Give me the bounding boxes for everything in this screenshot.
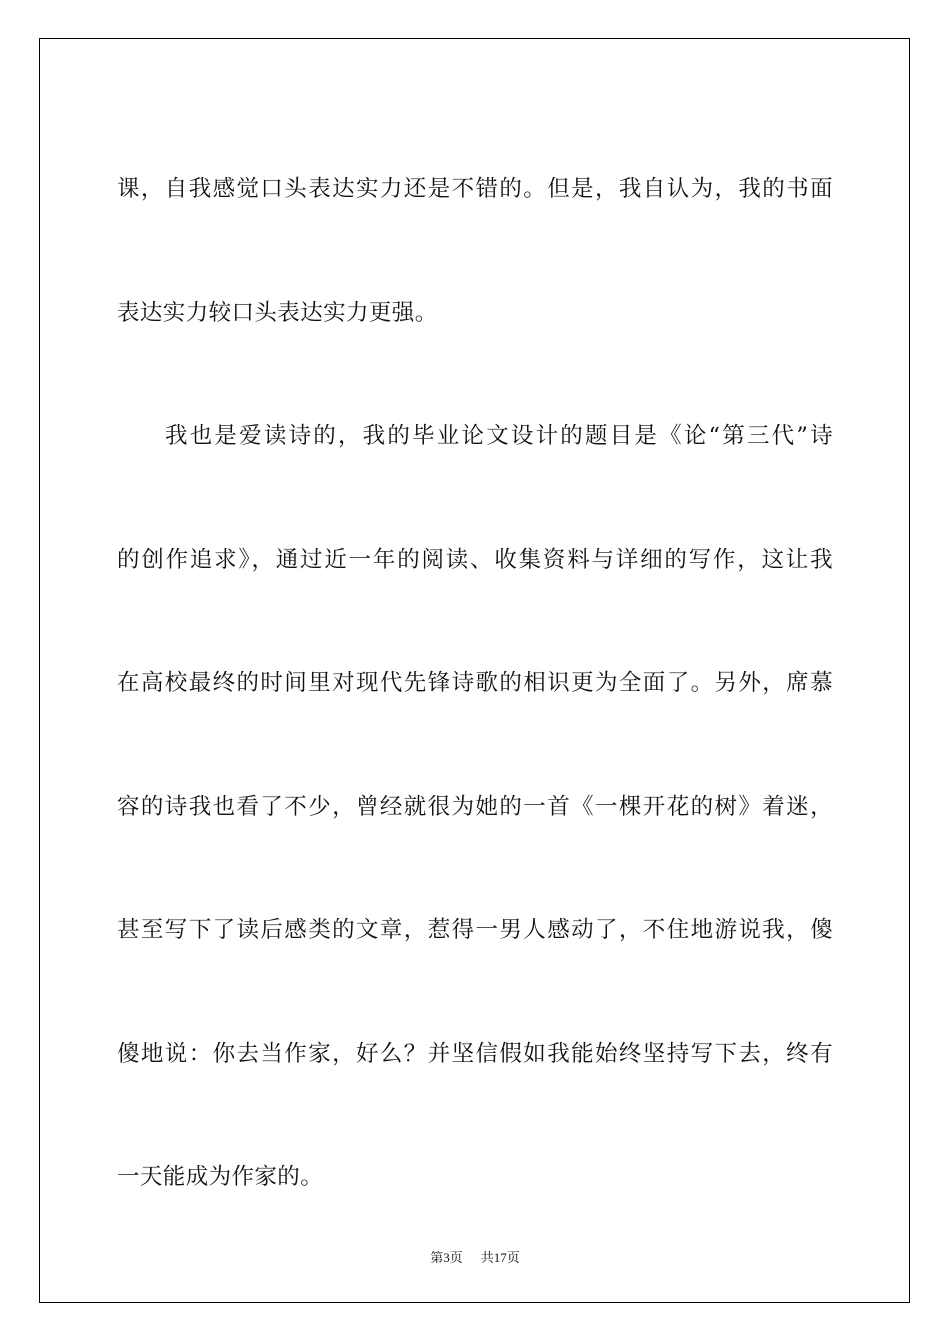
text-line-2: 表达实力较口头表达实力更强。 bbox=[117, 299, 438, 326]
page-footer bbox=[0, 1247, 950, 1266]
text-line-8: 傻地说：你去当作家，好么？并坚信假如我能始终坚持写下去，终有 bbox=[117, 1040, 833, 1067]
text-line-5: 在高校最终的时间里对现代先锋诗歌的相识更为全面了。另外，席慕 bbox=[117, 670, 833, 696]
page-number: 第3页 bbox=[430, 1250, 463, 1265]
text-line-9: 一天能成为作家的。 bbox=[117, 1164, 324, 1190]
text-line-7: 甚至写下了读后感类的文章，惹得一男人感动了，不住地游说我，傻 bbox=[117, 917, 833, 943]
text-line-1: 课，自我感觉口头表达实力还是不错的。但是，我自认为，我的书面 bbox=[117, 176, 833, 202]
page-total: 共17页 bbox=[480, 1250, 520, 1265]
text-line-3: 我也是爱读诗的，我的毕业论文设计的题目是《论“第三代”诗 bbox=[165, 423, 833, 449]
body-text bbox=[117, 128, 833, 1240]
text-line-4: 的创作追求》，通过近一年的阅读、收集资料与详细的写作，这让我 bbox=[117, 546, 833, 573]
text-line-6: 容的诗我也看了不少，曾经就很为她的一首《一棵开花的树》着迷， bbox=[117, 793, 833, 820]
